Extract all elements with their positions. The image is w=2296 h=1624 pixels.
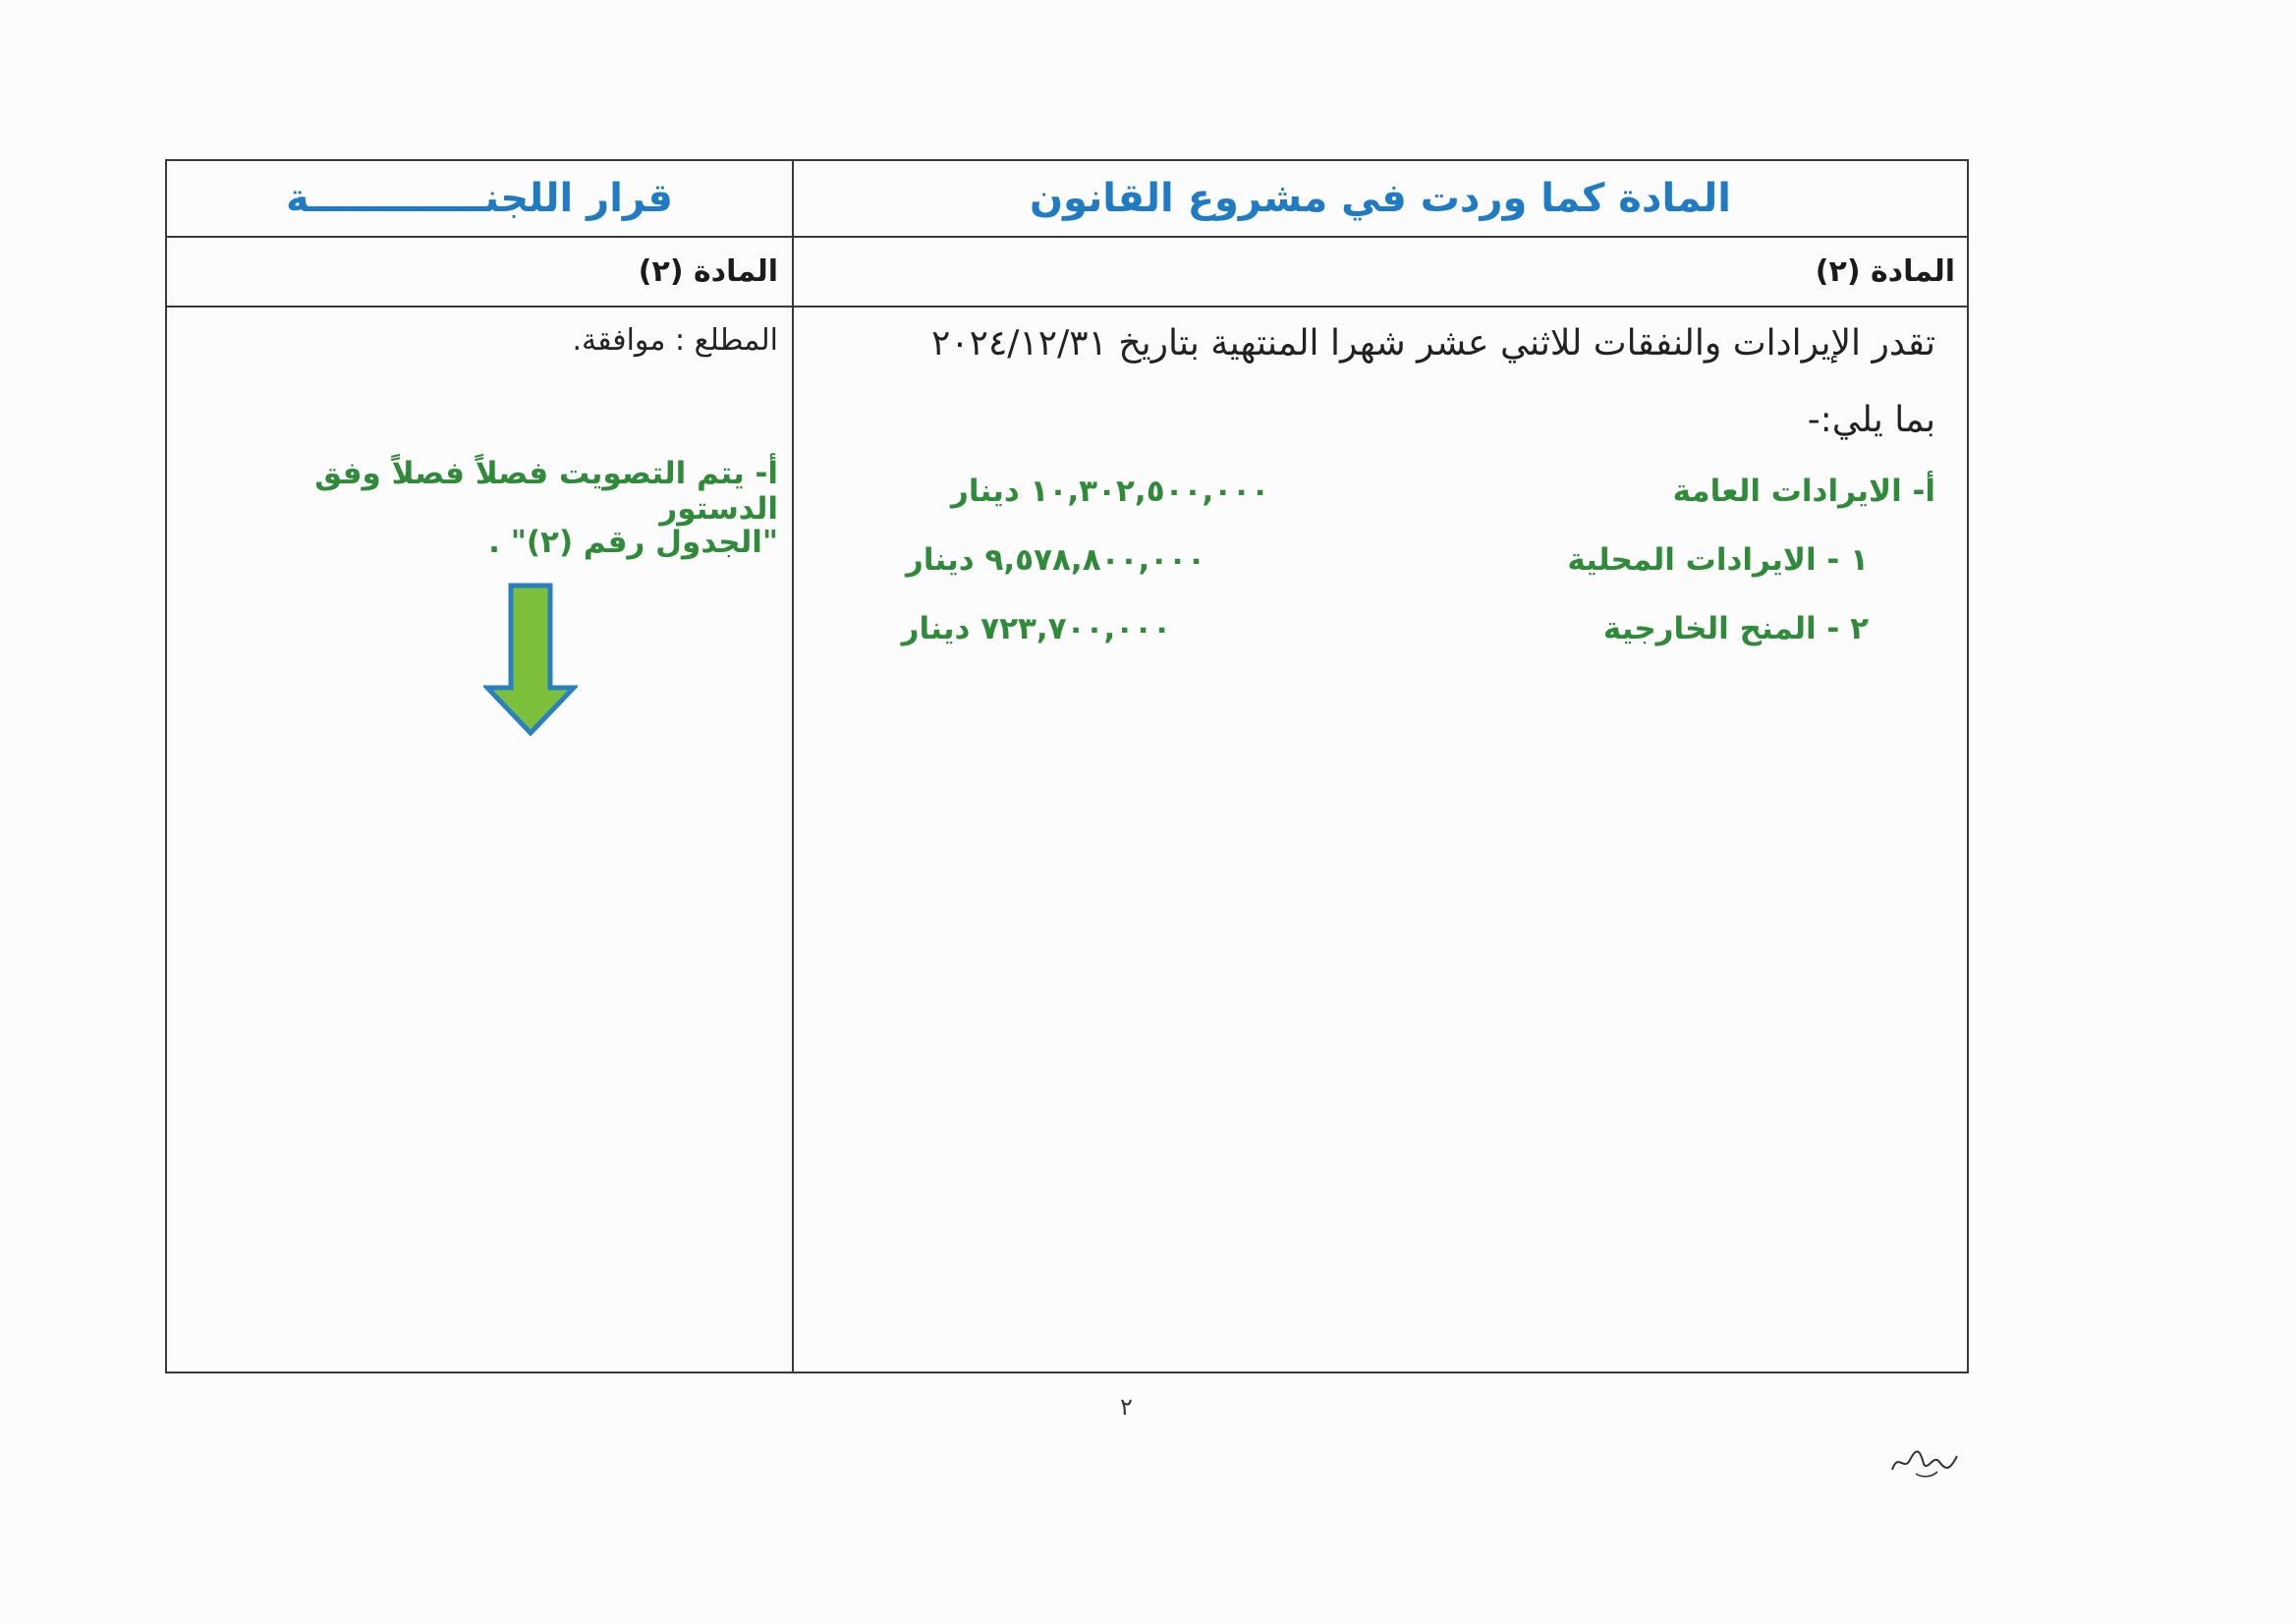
- comparison-table: [165, 159, 1969, 1373]
- down-arrow-icon: [483, 582, 578, 739]
- column-divider: [792, 161, 794, 1372]
- item-label-general-revenue: أ- الايرادات العامة: [1672, 474, 1935, 509]
- header-left-title: قرار اللجنـــــــــــــة: [286, 176, 673, 221]
- item-amount-foreign-grants: ٧٢٣,٧٠٠,٠٠٠ دينار: [901, 611, 1171, 646]
- item-amount-local-revenue: ٩,٥٧٨,٨٠٠,٠٠٠ دينار: [905, 542, 1205, 578]
- subheader-divider: [167, 306, 1967, 308]
- committee-preamble: المطلع : موافقة.: [572, 323, 778, 358]
- committee-decision-line-2: "الجدول رقم (٢)" .: [488, 525, 778, 560]
- header-right-title: المادة كما وردت في مشروع القانون: [1029, 176, 1732, 221]
- item-label-local-revenue: ١ - الايرادات المحلية: [1567, 542, 1869, 578]
- header-divider: [167, 236, 1967, 238]
- item-label-foreign-grants: ٢ - المنح الخارجية: [1602, 611, 1869, 646]
- handwritten-signature: [1886, 1442, 1965, 1482]
- intro-line-2: بما يلي:-: [1807, 400, 1935, 440]
- page-number: ٢: [1120, 1393, 1133, 1421]
- left-article-label: المادة (٢): [638, 254, 778, 289]
- item-amount-general-revenue: ١٠,٣٠٢,٥٠٠,٠٠٠ دينار: [951, 474, 1269, 509]
- right-article-label: المادة (٢): [1815, 254, 1955, 289]
- intro-line-1: تقدر الإيرادات والنفقات للاثني عشر شهرا المنتهية بتاريخ ٢٠٢٤/١٢/٣١: [930, 323, 1935, 364]
- committee-decision-line-1: أ- يتم التصويت فصلاً فصلاً وفق الدستور: [314, 456, 778, 527]
